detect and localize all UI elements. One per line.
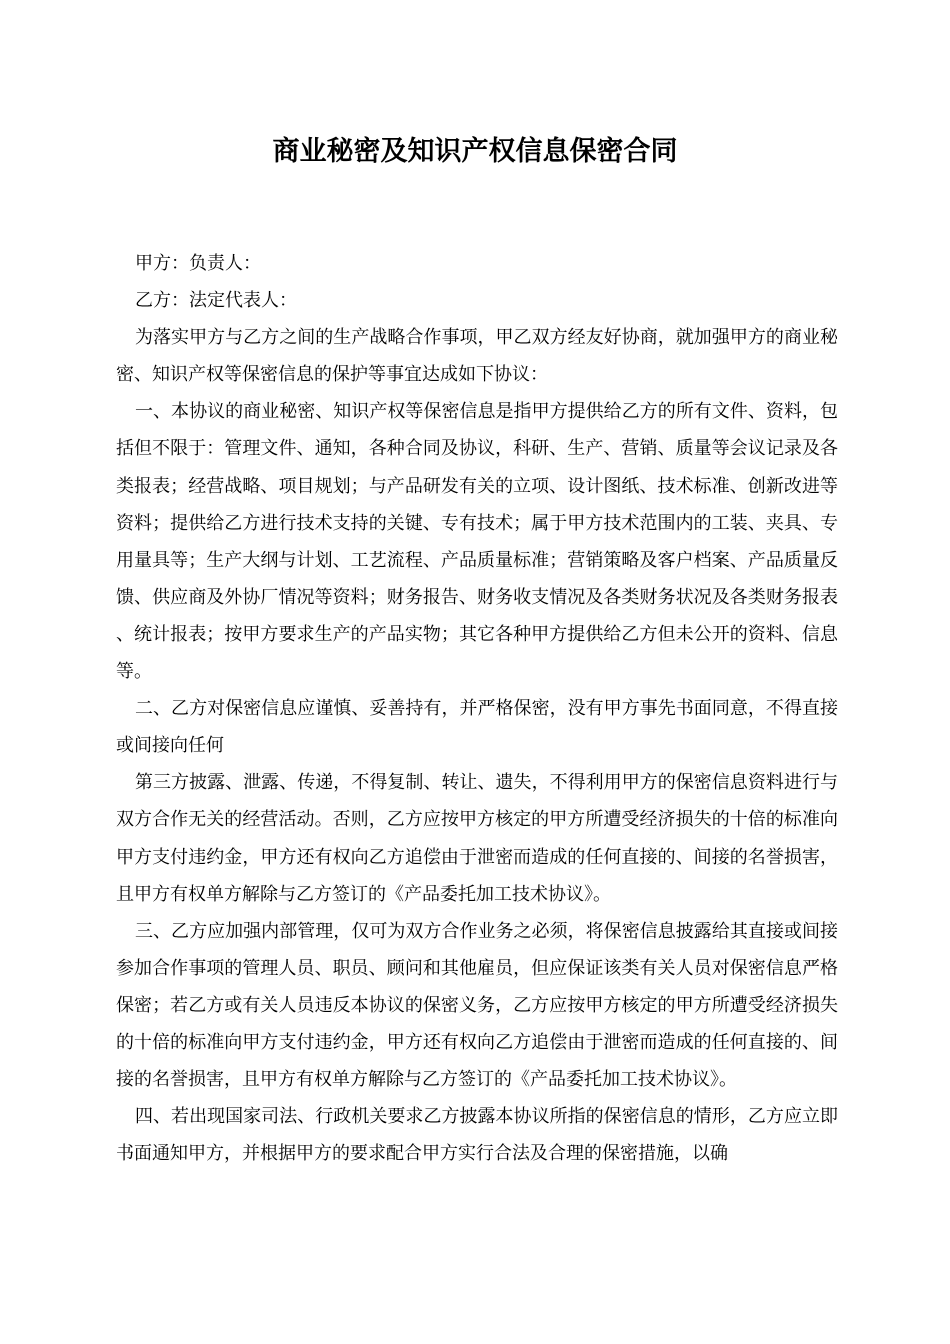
clause-2-continuation-paragraph: 第三方披露、泄露、传递，不得复制、转让、遗失，不得利用甲方的保密信息资料进行与双方合作无关的经营活动。否则，乙方应按甲方核定的甲方所遭受经济损失的十倍的标准向甲方支付违约金，甲方还有权向乙方追偿由于泄密而造成的任何直接的、间接的名誉损害，且甲方有权单方解除与乙方签订的《产品委托加工技术协议》。 (116, 772, 838, 905)
clause-2-paragraph: 二、乙方对保密信息应谨慎、妥善持有，并严格保密，没有甲方事先书面同意，不得直接或间接向任何 (116, 698, 838, 757)
document-title: 商业秘密及知识产权信息保密合同 (272, 136, 678, 167)
party-b-line: 乙方：法定代表人： (135, 290, 297, 312)
clause-1-paragraph: 一、本协议的商业秘密、知识产权等保密信息是指甲方提供给乙方的所有文件、资料，包括但不限于：管理文件、通知，各种合同及协议，科研、生产、营销、质量等会议记录及各类报表；经营战略、项目规划；与产品研发有关的立项、设计图纸、技术标准、创新改进等资料；提供给乙方进行技术支持的关键、专有技术；属于甲方技术范围内的工装、夹具、专用量具等；生产大纲与计划、工艺流程、产品质量标准；营销策略及客户档案、产品质量反馈、供应商及外协厂情况等资料；财务报告、财务收支情况及各类财务状况及各类财务报表、统计报表；按甲方要求生产的产品实物；其它各种甲方提供给乙方但未公开的资料、信息等。 (116, 401, 838, 683)
party-a-line: 甲方：负责人： (135, 253, 261, 274)
clause-4-paragraph: 四、若出现国家司法、行政机关要求乙方披露本协议所指的保密信息的情形，乙方应立即书面通知甲方，并根据甲方的要求配合甲方实行合法及合理的保密措施，以确 (116, 1106, 838, 1165)
clause-3-paragraph: 三、乙方应加强内部管理，仅可为双方合作业务之必须，将保密信息披露给其直接或间接参加合作事项的管理人员、职员、顾问和其他雇员，但应保证该类有关人员对保密信息严格保密；若乙方或有关人员违反本协议的保密义务，乙方应按甲方核定的甲方所遭受经济损失的十倍的标准向甲方支付违约金，甲方还有权向乙方追偿由于泄密而造成的任何直接的、间接的名誉损害，且甲方有权单方解除与乙方签订的《产品委托加工技术协议》。 (116, 920, 838, 1091)
preamble-paragraph: 为落实甲方与乙方之间的生产战略合作事项，甲乙双方经友好协商，就加强甲方的商业秘密、知识产权等保密信息的保护等事宜达成如下协议： (116, 327, 838, 386)
document-body (116, 245, 838, 1172)
